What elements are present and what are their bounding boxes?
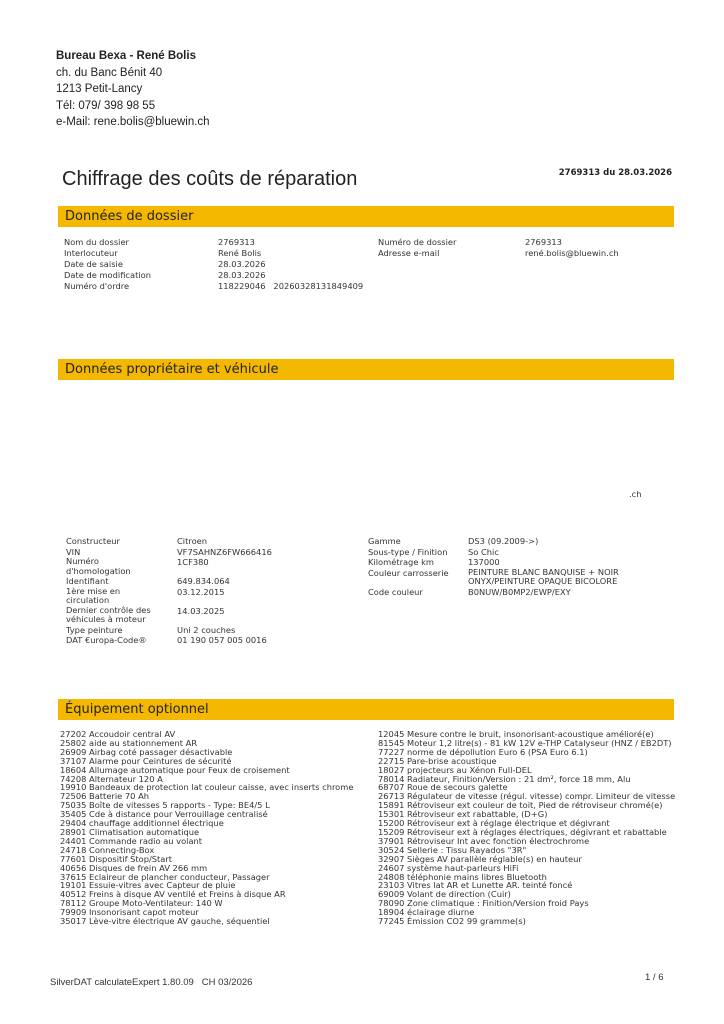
- section-bar-vehicle: [58, 359, 674, 380]
- field-label: Kilométrage km: [368, 557, 434, 567]
- field-value: 118229046 20260328131849409: [218, 281, 364, 291]
- dossier-row: [64, 281, 674, 292]
- company-name: Bureau Bexa - René Bolis: [56, 50, 196, 62]
- field-value: Uni 2 couches: [177, 624, 236, 635]
- company-email: e-Mail: rene.bolis@bluewin.ch: [56, 116, 210, 128]
- equipment-item: 30524 Sellerie : Tissu Rayados "3R": [378, 844, 527, 855]
- equipment-item: 15301 Rétroviseur ext rabattable, (D+G): [378, 809, 548, 820]
- equipment-item: 77227 norme de dépollution Euro 6 (PSA Euro 6.1): [378, 746, 588, 757]
- field-value: 01 190 057 005 0016: [177, 635, 267, 645]
- field-label: Dernier contrôle des véhicules à moteur: [66, 604, 151, 624]
- equipment-item: 15891 Rétroviseur ext couleur de toit, Pied de rétroviseur chromé(e): [378, 800, 663, 811]
- footer-software: SilverDAT calculateExpert 1.80.09 CH 03/2026: [50, 977, 253, 988]
- dossier-row: [64, 270, 674, 281]
- vehicle-row: [368, 557, 674, 568]
- field-value: 2769313: [525, 237, 562, 247]
- field-label: Code couleur: [368, 587, 423, 597]
- field-label: Date de saisie: [64, 259, 123, 269]
- section-bar-equipment: [58, 699, 674, 720]
- field-label: Numéro de dossier: [378, 237, 457, 247]
- field-label: Numéro d'homologation: [66, 556, 131, 576]
- vehicle-table-left: [66, 536, 356, 652]
- field-label: Interlocuteur: [64, 248, 118, 258]
- equipment-item: 37901 Rétroviseur Int avec fonction électrochrome: [378, 835, 590, 846]
- field-value: 137000: [468, 557, 500, 567]
- field-label: Nom du dossier: [64, 237, 129, 247]
- dossier-row: [64, 237, 674, 248]
- equipment-item: 32907 Sièges AV parallèle réglable(s) en hauteur: [378, 853, 582, 864]
- vehicle-table-right: [368, 536, 674, 606]
- equipment-item: 25802 aide au stationnement AR: [60, 737, 198, 748]
- equipment-item: 37107 Alarme pour Ceintures de sécurité: [60, 755, 232, 766]
- field-value: 28.03.2026: [218, 259, 266, 269]
- company-city: 1213 Petit-Lancy: [56, 83, 143, 95]
- field-value: 649.834.064: [177, 576, 230, 586]
- equipment-item: 77601 Dispositif Stop/Start: [60, 853, 173, 864]
- field-label: DAT €uropa-Code®: [66, 635, 147, 645]
- field-label: Date de modification: [64, 270, 151, 280]
- field-value: 14.03.2025: [177, 605, 225, 616]
- equipment-item: 77245 Émission CO2 99 gramme(s): [378, 916, 526, 927]
- equipment-item: 72506 Batterie 70 Ah: [60, 791, 150, 802]
- equipment-item: 15209 Rétroviseur ext à réglages électriques, dégivrant et rabattable: [378, 826, 667, 837]
- section-title-equipment: Équipement optionnel: [65, 702, 209, 717]
- page-number: 1 / 6: [645, 972, 664, 983]
- equipment-item: 24718 Connecting-Box: [60, 844, 155, 855]
- field-value: So Chic: [468, 546, 499, 557]
- equipment-item: 19101 Essuie-vitres avec Capteur de pluie: [60, 880, 236, 891]
- equipment-item: 79909 Insonorisant capot moteur: [60, 907, 199, 918]
- dossier-table: [64, 237, 674, 297]
- section-bar-dossier: [58, 206, 674, 227]
- field-value: rené.bolis@bluewin.ch: [525, 248, 619, 258]
- equipment-item: 81545 Moteur 1,2 litre(s) - 81 kW 12V e-THP Catalyseur (HNZ / EB2DT): [378, 737, 672, 748]
- field-label: Identifiant: [66, 576, 109, 586]
- field-label: VIN: [66, 546, 81, 557]
- field-label: Constructeur: [66, 536, 120, 546]
- equipment-item: 78090 Zone climatique : Finition/Version froid Pays: [378, 898, 589, 909]
- vehicle-row: [66, 635, 356, 646]
- equipment-item: 69009 Volant de direction (Cuir): [378, 889, 511, 900]
- equipment-item: 40512 Freins à disque AV ventilé et Freins à disque AR: [60, 889, 286, 900]
- equipment-item: 40656 Disques de frein AV 266 mm: [60, 862, 208, 873]
- equipment-item: 24401 Commande radio au volant: [60, 835, 203, 846]
- field-value: 2769313: [218, 237, 255, 247]
- vehicle-row: [66, 536, 356, 547]
- field-value: PEINTURE BLANC BANQUISE + NOIR ONYX/PEINTURE OPAQUE BICOLORE: [468, 566, 619, 586]
- field-value: VF7SAHNZ6FW666416: [177, 546, 272, 557]
- section-title-dossier: Données de dossier: [65, 209, 194, 224]
- company-street: ch. du Banc Bénit 40: [56, 66, 163, 79]
- equipment-item: 18027 projecteurs au Xénon Full-DEL: [378, 764, 532, 775]
- vehicle-row: [66, 606, 356, 625]
- vehicle-row: [368, 568, 674, 588]
- field-value: René Bolis: [218, 248, 262, 258]
- field-value: 03.12.2015: [177, 586, 225, 597]
- equipment-item: 35405 Cde à distance pour Verrouillage centralisé: [60, 809, 268, 820]
- equipment-item: 26713 Régulateur de vitesse (régul. vitesse) compr. Limiteur de vitesse: [378, 791, 676, 802]
- equipment-item: 26909 Airbag coté passager désactivable: [60, 746, 233, 757]
- company-phone: Tél: 079/ 398 98 55: [56, 99, 156, 112]
- equipment-list-left: [60, 730, 372, 926]
- equipment-item: 24607 système haut-parleurs HiFi: [378, 862, 519, 873]
- section-title-vehicle: Données propriétaire et véhicule: [65, 362, 279, 377]
- equipment-item: 28901 Climatisation automatique: [60, 826, 200, 837]
- equipment-item: 18604 Allumage automatique pour Feux de croisement: [60, 764, 290, 775]
- equipment-item: 22715 Pare-brise acoustique: [378, 755, 497, 766]
- equipment-item: 15200 Rétroviseur ext à réglage électrique et dégivrant: [378, 818, 610, 829]
- equipment-item: 23103 Vitres lat AR et Lunette AR. teinté foncé: [378, 880, 573, 891]
- document-reference: 2769313 du 28.03.2026: [558, 168, 672, 178]
- vehicle-row: [66, 557, 356, 576]
- field-label: Type peinture: [66, 624, 123, 635]
- equipment-item: 74208 Alternateur 120 A: [60, 773, 163, 784]
- equipment-item: 29404 chauffage additionnel électrique: [60, 818, 224, 829]
- equipment-item: 18904 éclairage diurne: [378, 907, 475, 918]
- equipment-item: 68707 Roue de secours galette: [378, 782, 508, 793]
- equipment-item: 24808 téléphonie mains libres Bluetooth: [378, 871, 547, 882]
- equipment-item: 27202 Accoudoir central AV: [60, 729, 176, 739]
- document-title: Chiffrage des coûts de réparation: [62, 168, 358, 190]
- owner-email-fragment: .ch: [629, 489, 642, 499]
- vehicle-row: [66, 625, 356, 636]
- field-label: Sous-type / Finition: [368, 546, 448, 557]
- vehicle-row: [368, 587, 674, 598]
- vehicle-row: [368, 536, 674, 547]
- equipment-item: 78112 Groupe Moto-Ventilateur: 140 W: [60, 898, 223, 909]
- field-value: 28.03.2026: [218, 270, 266, 280]
- equipment-item: 19910 Bandeaux de protection lat couleur caisse, avec inserts chrome: [60, 782, 354, 793]
- equipment-item: 37615 Eclaireur de plancher conducteur, Passager: [60, 871, 270, 882]
- field-label: Numéro d'ordre: [64, 281, 130, 291]
- field-value: B0NUW/B0MP2/EWP/EXY: [468, 587, 571, 597]
- dossier-row: [64, 259, 674, 270]
- vehicle-row: [66, 587, 356, 606]
- vehicle-row: [66, 576, 356, 587]
- equipment-item: 78014 Radiateur, Finition/Version : 21 dm², force 18 mm, Alu: [378, 773, 631, 784]
- field-value: 1CF380: [177, 557, 209, 567]
- vehicle-row: [66, 547, 356, 558]
- field-label: Adresse e-mail: [378, 248, 440, 258]
- equipment-item: 35017 Lève-vitre électrique AV gauche, séquentiel: [60, 916, 270, 927]
- equipment-item: 12045 Mesure contre le bruit, insonorisant-acoustique amélioré(e): [378, 729, 654, 739]
- field-label: 1ère mise en circulation: [66, 585, 121, 605]
- equipment-list-right: [378, 730, 676, 926]
- vehicle-row: [368, 547, 674, 558]
- field-value: Citroen: [177, 536, 208, 546]
- field-label: Couleur carrosserie: [368, 567, 449, 578]
- dossier-row: [64, 248, 674, 259]
- field-value: DS3 (09.2009->): [468, 536, 539, 546]
- equipment-item: 75035 Boîte de vitesses 5 rapports - Type: BE4/5 L: [60, 800, 270, 811]
- company-address-block: [56, 48, 210, 131]
- field-label: Gamme: [368, 536, 401, 546]
